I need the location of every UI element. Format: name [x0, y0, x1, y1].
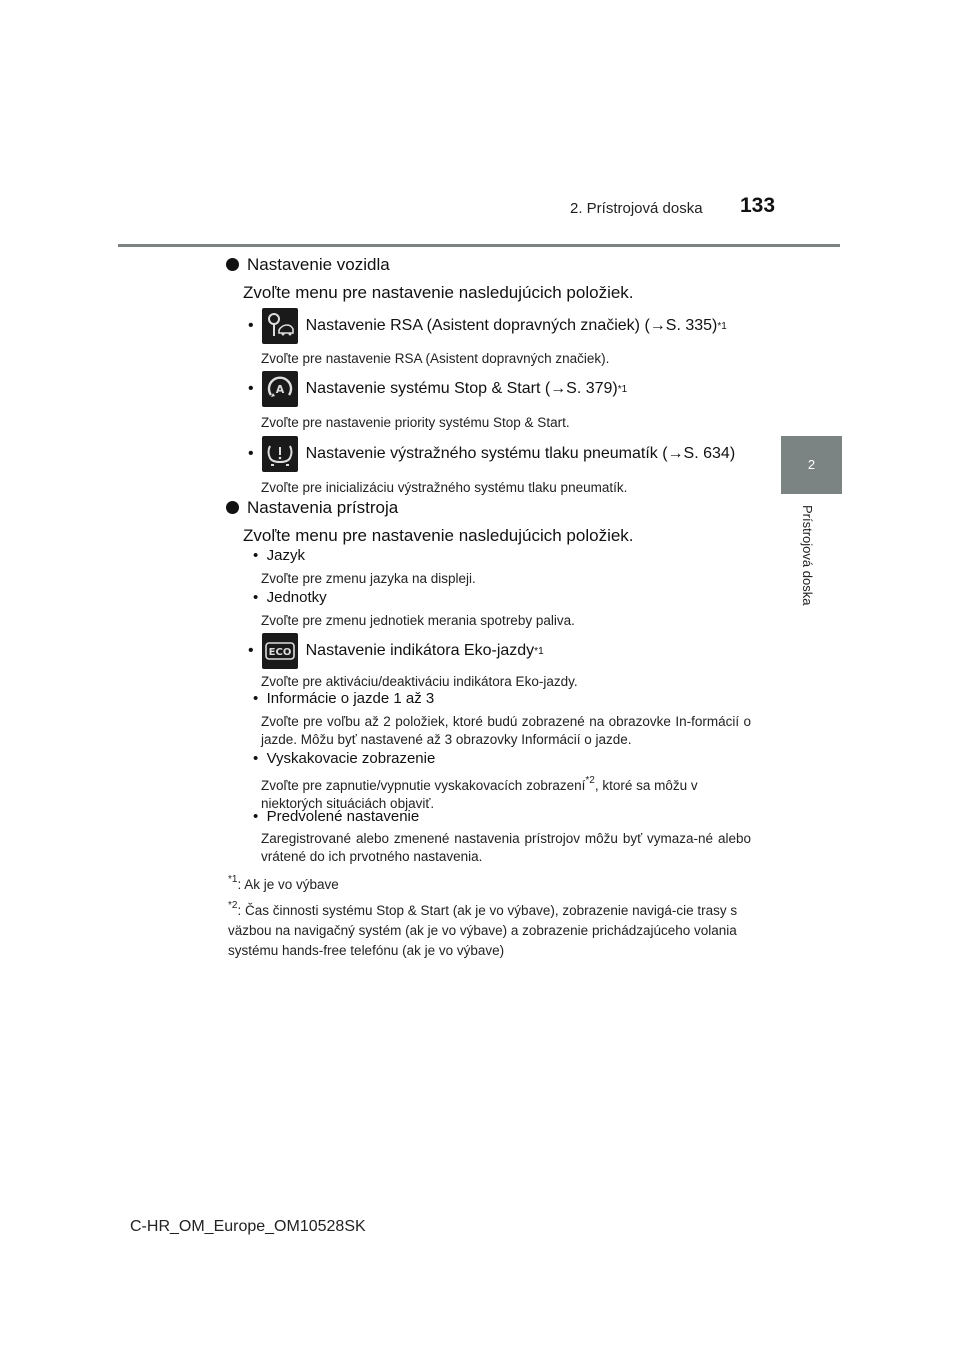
units-label: Jednotky	[266, 589, 327, 606]
units-item: • Jednotky	[253, 589, 327, 606]
meter-intro: Zvoľte menu pre nastavenie nasledujúcich položiek.	[243, 526, 634, 545]
vehicle-intro: Zvoľte menu pre nastavenie nasledujúcich položiek.	[243, 283, 634, 302]
popup-item: • Vyskakovacie zobrazenie	[253, 750, 436, 767]
drive-info-item: • Informácie o jazde 1 až 3	[253, 690, 435, 707]
units-desc: Zvoľte pre zmenu jednotiek merania spotreby paliva.	[261, 613, 575, 628]
page-number: 133	[740, 194, 776, 217]
chapter-tab: 2	[781, 436, 842, 494]
section-title: 2. Prístrojová doska	[570, 200, 703, 217]
eco-item: • ECO Nastavenie indikátora Eko-jazdy *1	[248, 632, 544, 670]
footnote-2: $^{*2}$: Čas činnosti systému Stop & Start (ak je vo výbave), zobrazenie navigá-cie trasy s väzbou na navigačný systém (ak je vo výbave) a zobrazenie prichádzajúceho volania systému hands-free telefónu (ak je vo výbave)	[228, 900, 738, 958]
default-item: • Predvolené nastavenie	[253, 808, 420, 825]
stop-start-icon	[262, 371, 298, 407]
document-code: C-HR_OM_Europe_OM10528SK	[130, 1218, 366, 1235]
drive-info-label: Informácie o jazde 1 až 3	[266, 690, 435, 707]
stop-start-label: Nastavenie systému Stop & Start (→S. 379)	[305, 380, 618, 397]
rsa-label: Nastavenie RSA (Asistent dopravných značiek) (→S. 335)	[305, 317, 718, 334]
vehicle-settings-heading	[226, 255, 390, 275]
tire-pressure-label: Nastavenie výstražného systému tlaku pneumatík (→S. 634)	[305, 445, 736, 462]
meter-settings-title: Nastavenia prístroja	[247, 498, 399, 517]
chapter-label: Prístrojová doska	[800, 505, 815, 606]
tire-pressure-icon	[262, 436, 298, 472]
rsa-desc: Zvoľte pre nastavenie RSA (Asistent dopravných značiek).	[261, 351, 610, 366]
default-label: Predvolené nastavenie	[266, 808, 420, 825]
default-desc: Zaregistrované alebo zmenené nastavenia prístrojov môžu byť vymaza-né alebo vrátené do ich prvotného nastavenia.	[261, 831, 751, 864]
bullet-dot-icon	[226, 258, 239, 271]
stop-start-desc: Zvoľte pre nastavenie priority systému Stop & Start.	[261, 415, 570, 430]
popup-desc: Zvoľte pre zapnutie/vypnutie vyskakovacích zobrazení$^{*2}$, ktoré sa môžu v niektorých situáciách objaviť.	[261, 775, 698, 811]
svg-text:ECO: ECO	[268, 647, 291, 658]
rsa-sign-icon	[262, 308, 298, 344]
svg-text:A: A	[275, 383, 284, 396]
popup-label: Vyskakovacie zobrazenie	[266, 750, 436, 767]
rsa-item: • Nastavenie RSA (Asistent dopravných značiek) (→S. 335) *1	[248, 307, 727, 345]
eco-label: Nastavenie indikátora Eko-jazdy	[305, 642, 535, 659]
footnote-1: $^{*1}$: Ak je vo výbave	[228, 874, 339, 892]
bullet-dot-icon	[226, 501, 239, 514]
header-divider	[118, 244, 840, 247]
eco-desc: Zvoľte pre aktiváciu/deaktiváciu indikátora Eko-jazdy.	[261, 674, 578, 689]
eco-icon	[262, 633, 298, 669]
language-desc: Zvoľte pre zmenu jazyka na displeji.	[261, 571, 476, 586]
tire-pressure-item: • Nastavenie výstražného systému tlaku pneumatík (→S. 634)	[248, 435, 735, 473]
drive-info-desc: Zvoľte pre voľbu až 2 položiek, ktoré budú zobrazené na obrazovke In-formácií o jazde. Môžu byť nastavené až 3 obrazovky Informácií o jazde.	[261, 714, 751, 747]
meter-settings-heading	[226, 498, 398, 518]
language-item: • Jazyk	[253, 547, 305, 564]
tire-pressure-desc: Zvoľte pre inicializáciu výstražného systému tlaku pneumatík.	[261, 480, 628, 495]
stop-start-item: • A Nastavenie systému Stop & Start (→S. 379) *1	[248, 370, 627, 408]
language-label: Jazyk	[266, 547, 305, 564]
vehicle-settings-title: Nastavenie vozidla	[247, 255, 390, 274]
